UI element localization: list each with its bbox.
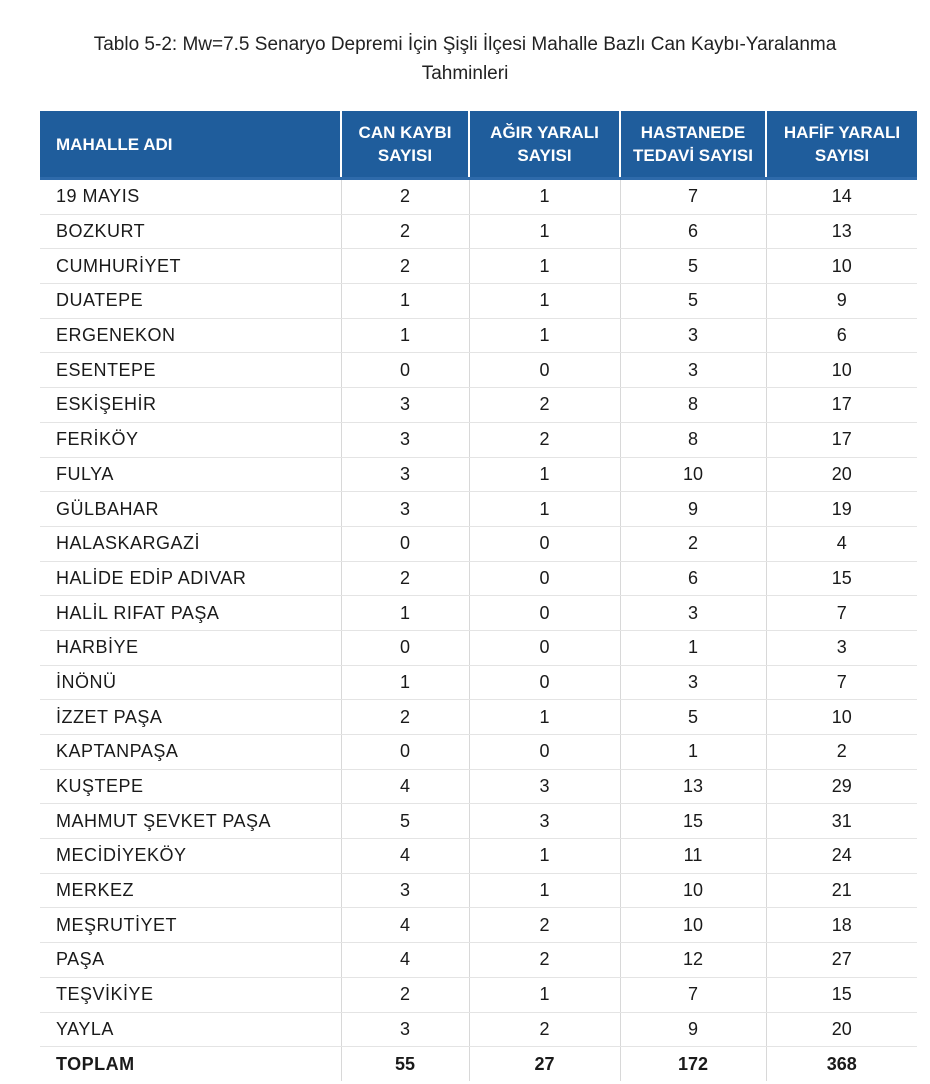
cell-agir-yarali: 1 bbox=[469, 214, 620, 249]
cell-mahalle-name: BOZKURT bbox=[40, 214, 341, 249]
cell-hastanede-tedavi: 5 bbox=[620, 700, 766, 735]
table-row bbox=[40, 769, 917, 804]
cell-mahalle-name: MAHMUT ŞEVKET PAŞA bbox=[40, 804, 341, 839]
cell-hastanede-tedavi: 1 bbox=[620, 735, 766, 770]
table-row bbox=[40, 873, 917, 908]
cell-hastanede-tedavi: 6 bbox=[620, 214, 766, 249]
header-agir-yarali: AĞIR YARALI SAYISI bbox=[469, 111, 620, 179]
cell-mahalle-name: HARBİYE bbox=[40, 630, 341, 665]
table-row bbox=[40, 839, 917, 874]
cell-hafif-yarali: 3 bbox=[766, 630, 917, 665]
table-caption bbox=[0, 30, 930, 88]
casualty-table bbox=[40, 111, 917, 1081]
header-hastanede-tedavi: HASTANEDE TEDAVİ SAYISI bbox=[620, 111, 766, 179]
total-cell-hafif-yarali: 368 bbox=[826, 1053, 857, 1074]
cell-mahalle-name: İZZET PAŞA bbox=[40, 700, 341, 735]
header-hafif-yarali: HAFİF YARALI SAYISI bbox=[766, 111, 917, 179]
cell-agir-yarali: 1 bbox=[469, 284, 620, 319]
cell-agir-yarali: 0 bbox=[469, 526, 620, 561]
table-row bbox=[40, 388, 917, 423]
cell-hafif-yarali: 14 bbox=[766, 179, 917, 215]
cell-agir-yarali: 0 bbox=[469, 353, 620, 388]
cell-agir-yarali: 2 bbox=[469, 943, 620, 978]
cell-can-kaybi: 5 bbox=[341, 804, 469, 839]
cell-can-kaybi: 2 bbox=[341, 977, 469, 1012]
table-row bbox=[40, 1012, 917, 1047]
table-row bbox=[40, 735, 917, 770]
table-row bbox=[40, 908, 917, 943]
table-row bbox=[40, 179, 917, 215]
cell-agir-yarali: 1 bbox=[469, 492, 620, 527]
cell-hafif-yarali: 10 bbox=[766, 353, 917, 388]
cell-hafif-yarali: 24 bbox=[766, 839, 917, 874]
cell-agir-yarali: 2 bbox=[469, 422, 620, 457]
cell-can-kaybi: 2 bbox=[341, 700, 469, 735]
cell-mahalle-name: KUŞTEPE bbox=[40, 769, 341, 804]
cell-hafif-yarali: 27 bbox=[766, 943, 917, 978]
cell-hastanede-tedavi: 5 bbox=[620, 284, 766, 319]
cell-hastanede-tedavi: 11 bbox=[620, 839, 766, 874]
cell-mahalle-name: ESENTEPE bbox=[40, 353, 341, 388]
cell-hastanede-tedavi: 6 bbox=[620, 561, 766, 596]
caption-line-2: Tahminleri bbox=[421, 63, 509, 84]
cell-hastanede-tedavi: 5 bbox=[620, 249, 766, 284]
cell-hastanede-tedavi: 2 bbox=[620, 526, 766, 561]
cell-agir-yarali: 1 bbox=[469, 318, 620, 353]
cell-mahalle-name: MECİDİYEKÖY bbox=[40, 839, 341, 874]
cell-can-kaybi: 3 bbox=[341, 422, 469, 457]
cell-mahalle-name: HALASKARGAZİ bbox=[40, 526, 341, 561]
table-row bbox=[40, 665, 917, 700]
cell-hafif-yarali: 15 bbox=[766, 561, 917, 596]
table-row bbox=[40, 943, 917, 978]
cell-hastanede-tedavi: 13 bbox=[620, 769, 766, 804]
cell-agir-yarali: 2 bbox=[469, 388, 620, 423]
cell-hafif-yarali: 15 bbox=[766, 977, 917, 1012]
cell-hafif-yarali: 10 bbox=[766, 249, 917, 284]
cell-agir-yarali: 1 bbox=[469, 700, 620, 735]
cell-mahalle-name: MEŞRUTİYET bbox=[40, 908, 341, 943]
cell-can-kaybi: 1 bbox=[341, 318, 469, 353]
cell-can-kaybi: 4 bbox=[341, 769, 469, 804]
cell-can-kaybi: 4 bbox=[341, 943, 469, 978]
cell-mahalle-name: YAYLA bbox=[40, 1012, 341, 1047]
cell-hafif-yarali: 19 bbox=[766, 492, 917, 527]
cell-hafif-yarali: 18 bbox=[766, 908, 917, 943]
cell-agir-yarali: 1 bbox=[469, 873, 620, 908]
table-row bbox=[40, 318, 917, 353]
cell-hastanede-tedavi: 15 bbox=[620, 804, 766, 839]
cell-hafif-yarali: 10 bbox=[766, 700, 917, 735]
total-cell-mahalle-name: TOPLAM bbox=[40, 1047, 341, 1081]
table-row bbox=[40, 526, 917, 561]
cell-hafif-yarali: 7 bbox=[766, 665, 917, 700]
cell-can-kaybi: 0 bbox=[341, 630, 469, 665]
cell-agir-yarali: 2 bbox=[469, 1012, 620, 1047]
cell-can-kaybi: 3 bbox=[341, 388, 469, 423]
table-row bbox=[40, 492, 917, 527]
cell-agir-yarali: 1 bbox=[469, 179, 620, 215]
cell-can-kaybi: 2 bbox=[341, 214, 469, 249]
cell-mahalle-name: CUMHURİYET bbox=[40, 249, 341, 284]
total-row bbox=[40, 1047, 917, 1081]
cell-mahalle-name: TEŞVİKİYE bbox=[40, 977, 341, 1012]
cell-can-kaybi: 4 bbox=[341, 908, 469, 943]
total-cell-agir-yarali: 27 bbox=[469, 1047, 620, 1081]
cell-hafif-yarali: 21 bbox=[766, 873, 917, 908]
cell-mahalle-name: MERKEZ bbox=[40, 873, 341, 908]
table-row bbox=[40, 457, 917, 492]
cell-hastanede-tedavi: 9 bbox=[620, 1012, 766, 1047]
cell-agir-yarali: 0 bbox=[469, 596, 620, 631]
cell-agir-yarali: 3 bbox=[469, 769, 620, 804]
table-row bbox=[40, 561, 917, 596]
cell-hastanede-tedavi: 3 bbox=[620, 665, 766, 700]
cell-agir-yarali: 0 bbox=[469, 735, 620, 770]
cell-mahalle-name: FULYA bbox=[40, 457, 341, 492]
total-cell-can-kaybi: 55 bbox=[341, 1047, 469, 1081]
cell-agir-yarali: 0 bbox=[469, 630, 620, 665]
cell-hastanede-tedavi: 12 bbox=[620, 943, 766, 978]
cell-hastanede-tedavi: 10 bbox=[620, 908, 766, 943]
cell-agir-yarali: 1 bbox=[469, 249, 620, 284]
cell-hastanede-tedavi: 8 bbox=[620, 388, 766, 423]
cell-hafif-yarali: 20 bbox=[766, 457, 917, 492]
cell-mahalle-name: GÜLBAHAR bbox=[40, 492, 341, 527]
cell-hafif-yarali: 9 bbox=[766, 284, 917, 319]
cell-can-kaybi: 2 bbox=[341, 249, 469, 284]
cell-agir-yarali: 1 bbox=[469, 457, 620, 492]
header-can-kaybi: CAN KAYBI SAYISI bbox=[341, 111, 469, 179]
cell-hafif-yarali: 2 bbox=[766, 735, 917, 770]
cell-agir-yarali: 0 bbox=[469, 665, 620, 700]
cell-hafif-yarali: 29 bbox=[766, 769, 917, 804]
table-row bbox=[40, 422, 917, 457]
cell-mahalle-name: 19 MAYIS bbox=[40, 179, 341, 215]
cell-hastanede-tedavi: 10 bbox=[620, 873, 766, 908]
cell-can-kaybi: 3 bbox=[341, 457, 469, 492]
table-row bbox=[40, 630, 917, 665]
table-row bbox=[40, 214, 917, 249]
total-cell-hastanede-tedavi: 172 bbox=[620, 1047, 766, 1081]
table-row bbox=[40, 804, 917, 839]
cell-mahalle-name: FERİKÖY bbox=[40, 422, 341, 457]
table-row bbox=[40, 977, 917, 1012]
table-row bbox=[40, 284, 917, 319]
cell-hafif-yarali: 17 bbox=[766, 388, 917, 423]
table-body bbox=[40, 179, 917, 1081]
cell-hastanede-tedavi: 3 bbox=[620, 353, 766, 388]
cell-hastanede-tedavi: 8 bbox=[620, 422, 766, 457]
cell-agir-yarali: 3 bbox=[469, 804, 620, 839]
cell-mahalle-name: PAŞA bbox=[40, 943, 341, 978]
cell-hastanede-tedavi: 10 bbox=[620, 457, 766, 492]
cell-mahalle-name: ERGENEKON bbox=[40, 318, 341, 353]
cell-can-kaybi: 1 bbox=[341, 284, 469, 319]
cell-can-kaybi: 0 bbox=[341, 526, 469, 561]
cell-mahalle-name: HALİL RIFAT PAŞA bbox=[40, 596, 341, 631]
cell-can-kaybi: 3 bbox=[341, 492, 469, 527]
cell-hastanede-tedavi: 1 bbox=[620, 630, 766, 665]
cell-hafif-yarali: 17 bbox=[766, 422, 917, 457]
cell-hafif-yarali: 7 bbox=[766, 596, 917, 631]
cell-can-kaybi: 0 bbox=[341, 735, 469, 770]
cell-hastanede-tedavi: 7 bbox=[620, 977, 766, 1012]
cell-hastanede-tedavi: 7 bbox=[620, 179, 766, 215]
header-row bbox=[40, 111, 917, 179]
cell-agir-yarali: 1 bbox=[469, 977, 620, 1012]
table-row bbox=[40, 700, 917, 735]
table-row bbox=[40, 249, 917, 284]
cell-can-kaybi: 1 bbox=[341, 665, 469, 700]
cell-mahalle-name: İNÖNÜ bbox=[40, 665, 341, 700]
cell-can-kaybi: 0 bbox=[341, 353, 469, 388]
cell-mahalle-name: ESKİŞEHİR bbox=[40, 388, 341, 423]
cell-can-kaybi: 4 bbox=[341, 839, 469, 874]
cell-can-kaybi: 2 bbox=[341, 179, 469, 215]
cell-hastanede-tedavi: 3 bbox=[620, 318, 766, 353]
cell-hafif-yarali: 20 bbox=[766, 1012, 917, 1047]
cell-hastanede-tedavi: 3 bbox=[620, 596, 766, 631]
cell-mahalle-name: DUATEPE bbox=[40, 284, 341, 319]
header-mahalle-adi: MAHALLE ADI bbox=[40, 111, 341, 179]
cell-agir-yarali: 0 bbox=[469, 561, 620, 596]
cell-can-kaybi: 3 bbox=[341, 873, 469, 908]
cell-mahalle-name: KAPTANPAŞA bbox=[40, 735, 341, 770]
table-row bbox=[40, 596, 917, 631]
cell-mahalle-name: HALİDE EDİP ADIVAR bbox=[40, 561, 341, 596]
cell-hastanede-tedavi: 9 bbox=[620, 492, 766, 527]
cell-hafif-yarali: 6 bbox=[766, 318, 917, 353]
cell-can-kaybi: 1 bbox=[341, 596, 469, 631]
cell-hafif-yarali: 31 bbox=[766, 804, 917, 839]
cell-can-kaybi: 3 bbox=[341, 1012, 469, 1047]
cell-agir-yarali: 1 bbox=[469, 839, 620, 874]
caption-line-1: Tablo 5-2: Mw=7.5 Senaryo Depremi İçin Şişli İlçesi Mahalle Bazlı Can Kaybı-Yaralanma bbox=[93, 34, 837, 55]
cell-hafif-yarali: 4 bbox=[766, 526, 917, 561]
cell-hafif-yarali: 13 bbox=[766, 214, 917, 249]
table-row bbox=[40, 353, 917, 388]
cell-agir-yarali: 2 bbox=[469, 908, 620, 943]
cell-can-kaybi: 2 bbox=[341, 561, 469, 596]
